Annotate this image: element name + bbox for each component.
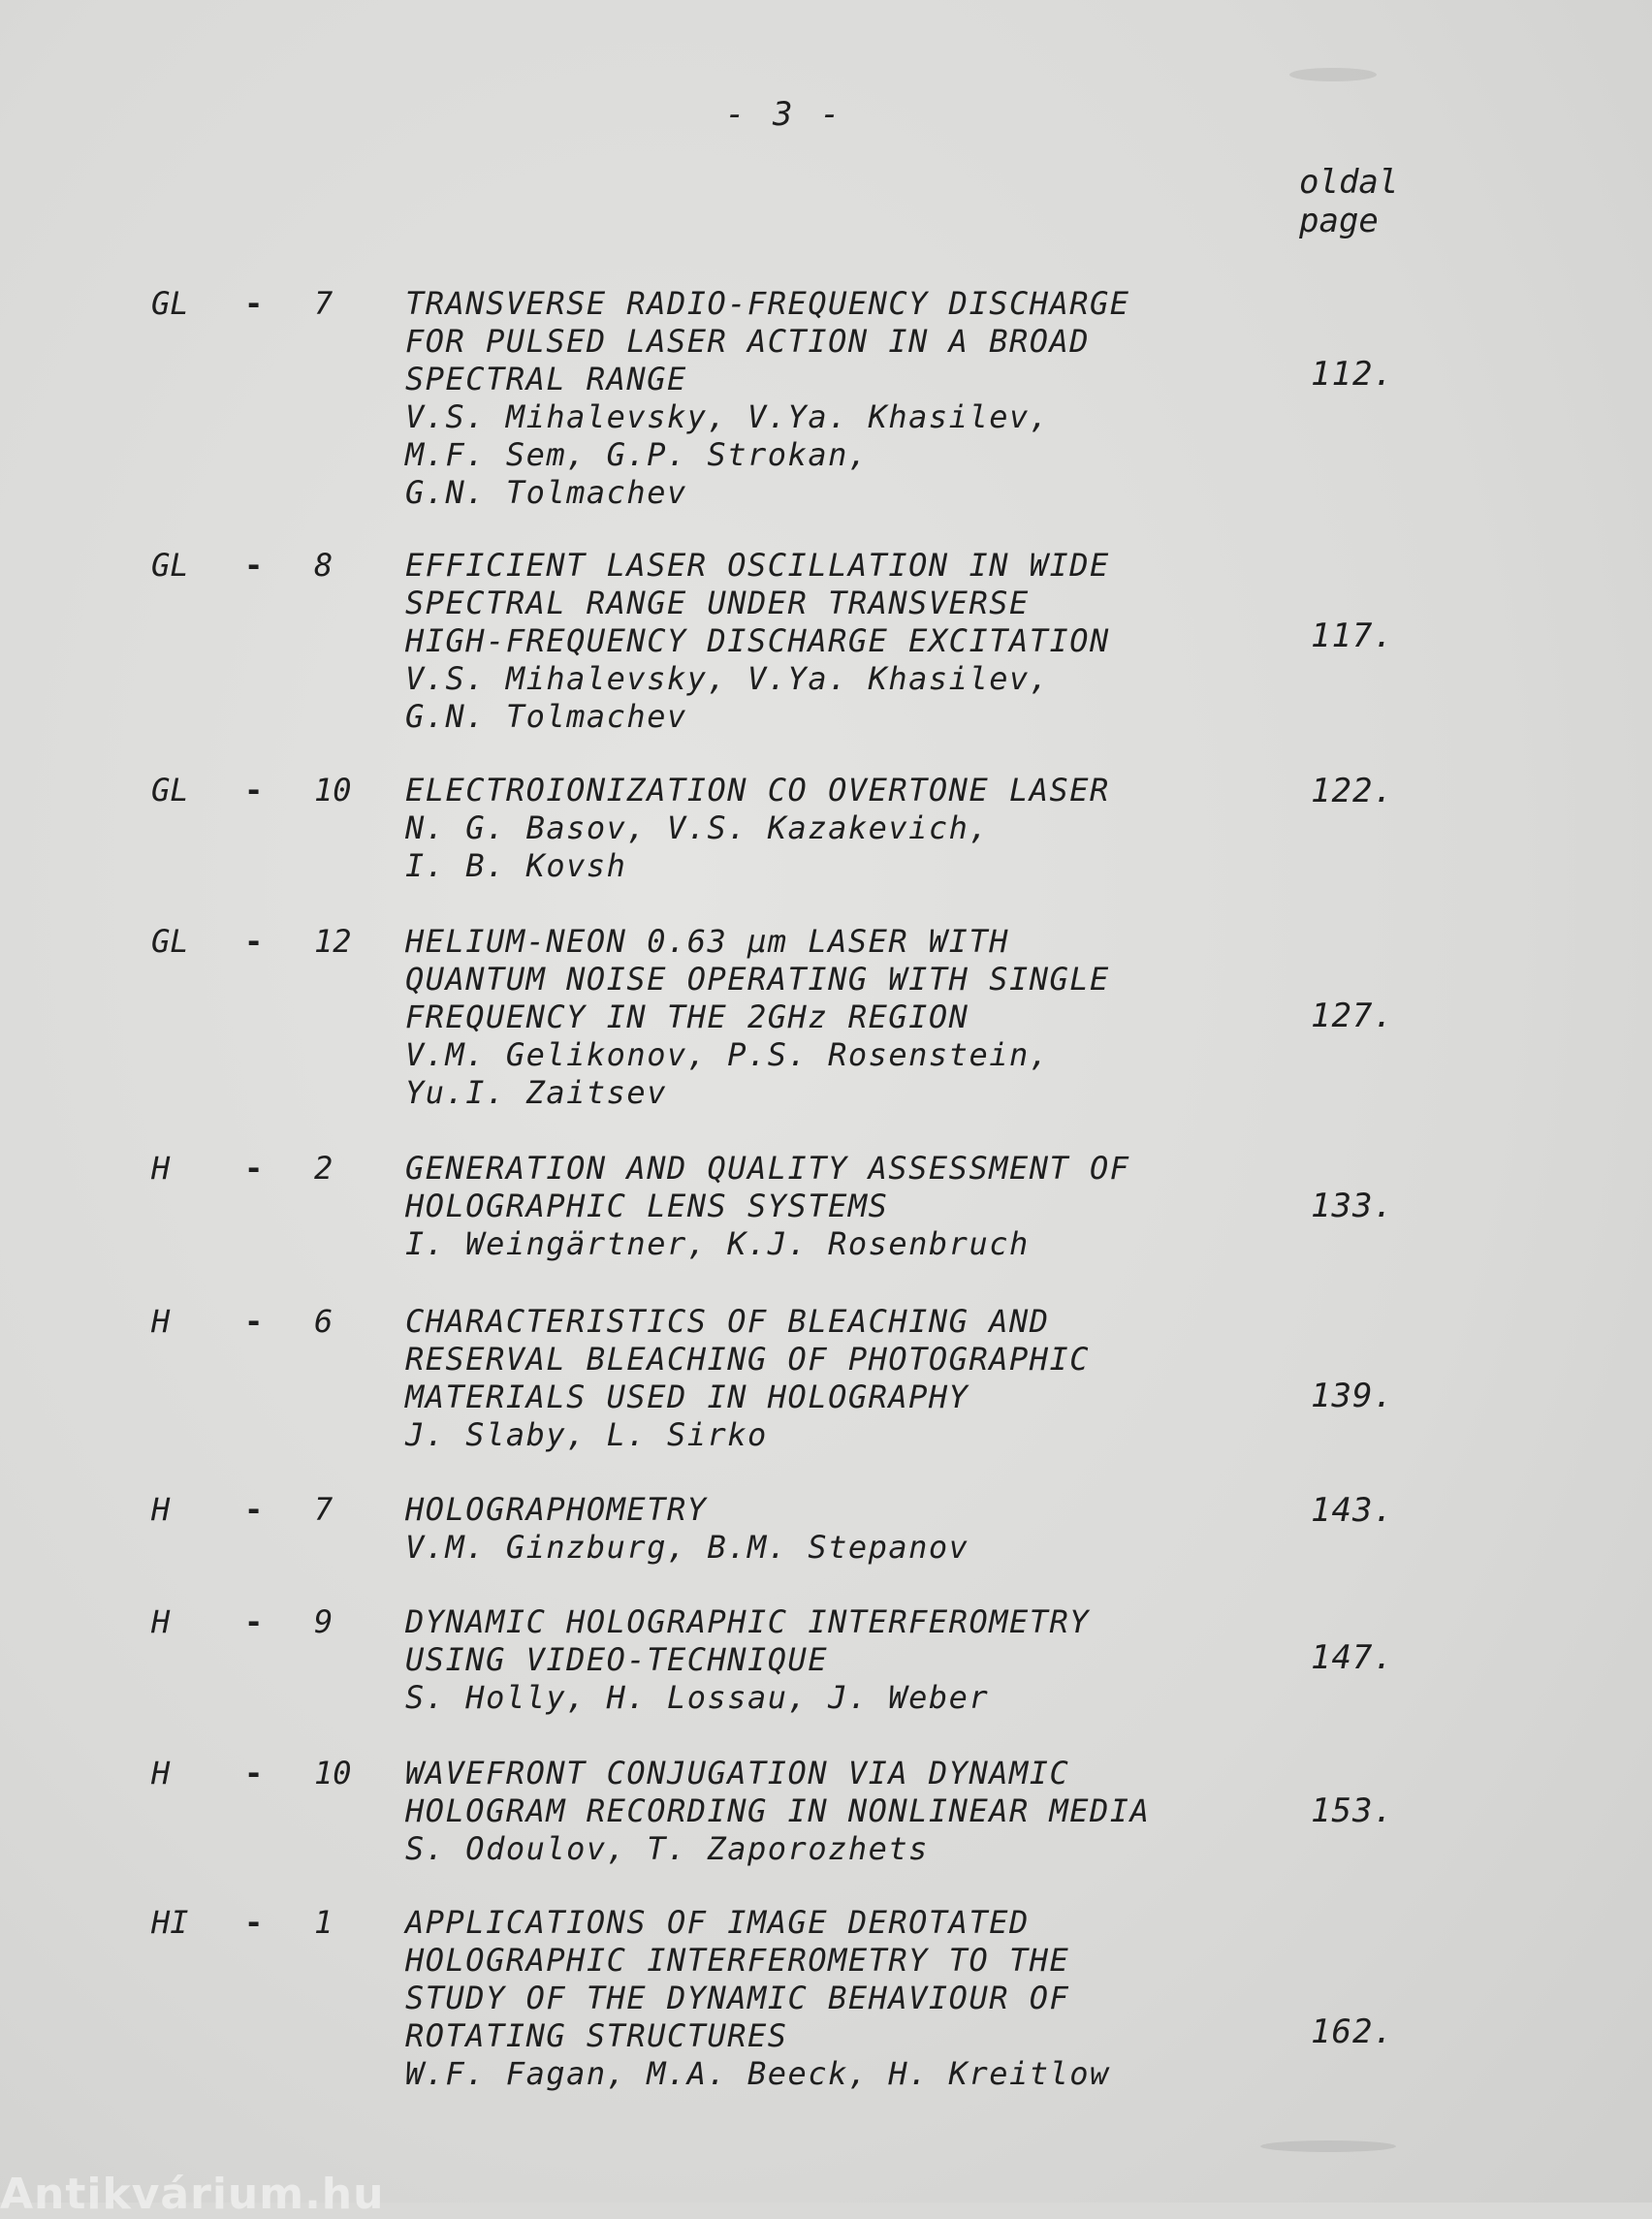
entry-dash: - [244,547,264,584]
entry-dash: - [244,1303,264,1340]
entry-body [405,923,1278,1112]
entry-author-line: G.N. Tolmachev [405,698,687,735]
entry-body [405,772,1278,885]
entry-title-line: MATERIALS USED IN HOLOGRAPHY [405,1379,969,1415]
entry-body [405,547,1278,736]
entry-dash: - [244,285,264,322]
entry-title-line: TRANSVERSE RADIO-FREQUENCY DISCHARGE [405,285,1130,322]
entry-code: GL [151,547,189,584]
entry-title-line: ELECTROIONIZATION CO OVERTONE LASER [405,772,1110,808]
entry-title-line: STUDY OF THE DYNAMIC BEHAVIOUR OF [405,1980,1070,2016]
entry-code: H [151,1603,171,1640]
entry-code: GL [151,923,189,960]
entry-body [405,1904,1278,2093]
entry-body [405,1303,1278,1454]
entry-body [405,1491,1278,1567]
entry-title-line: ROTATING STRUCTURES [405,2017,788,2054]
watermark: Antikvárium.hu [0,2170,385,2219]
entry-page-number: 162. [1311,2013,1394,2051]
entry-title-line: HOLOGRAM RECORDING IN NONLINEAR MEDIA [405,1792,1151,1829]
entry-code: H [151,1150,171,1187]
entry-title-line: QUANTUM NOISE OPERATING WITH SINGLE [405,961,1110,998]
entry-number: 6 [314,1303,334,1340]
entry-author-line: G.N. Tolmachev [405,474,687,511]
entry-code: GL [151,772,189,808]
entry-page-number: 133. [1311,1187,1394,1225]
entry-title-line: SPECTRAL RANGE [405,361,687,397]
entry-number: 9 [314,1603,334,1640]
page-number: - 3 - [725,95,844,134]
entry-title-line: RESERVAL BLEACHING OF PHOTOGRAPHIC [405,1341,1091,1378]
entry-number: 2 [314,1150,334,1187]
entry-title-line: EFFICIENT LASER OSCILLATION IN WIDE [405,547,1110,584]
entry-title-line: WAVEFRONT CONJUGATION VIA DYNAMIC [405,1755,1070,1791]
entry-code: H [151,1755,171,1791]
entry-number: 10 [314,1755,352,1791]
entry-code: H [151,1491,171,1528]
entry-author-line: I. Weingärtner, K.J. Rosenbruch [405,1225,1030,1262]
entry-author-line: I. B. Kovsh [405,847,627,884]
entry-code: HI [151,1904,189,1941]
entry-dash: - [244,1904,264,1941]
entry-dash: - [244,1603,264,1640]
entry-author-line: V.S. Mihalevsky, V.Ya. Khasilev, [405,660,1050,697]
entry-author-line: J. Slaby, L. Sirko [405,1416,768,1453]
scan-smudge [1289,68,1377,81]
entry-title-line: FOR PULSED LASER ACTION IN A BROAD [405,323,1091,360]
entry-title-line: HELIUM-NEON 0.63 µm LASER WITH [405,923,1009,960]
entry-body [405,285,1278,512]
entry-page-number: 117. [1311,617,1394,655]
entry-number: 1 [314,1904,334,1941]
entry-title-line: DYNAMIC HOLOGRAPHIC INTERFEROMETRY [405,1603,1091,1640]
entry-title-line: SPECTRAL RANGE UNDER TRANSVERSE [405,585,1030,621]
entry-body [405,1755,1278,1868]
entry-page-number: 122. [1311,772,1394,810]
entry-dash: - [244,1150,264,1187]
entry-page-number: 127. [1311,997,1394,1035]
entry-author-line: V.M. Gelikonov, P.S. Rosenstein, [405,1036,1050,1073]
header-oldal: oldal [1299,163,1399,202]
entry-code: H [151,1303,171,1340]
entry-title-line: HOLOGRAPHIC INTERFEROMETRY TO THE [405,1942,1070,1979]
entry-title-line: GENERATION AND QUALITY ASSESSMENT OF [405,1150,1130,1187]
entry-number: 10 [314,772,352,808]
entry-number: 7 [314,285,334,322]
entry-author-line: N. G. Basov, V.S. Kazakevich, [405,809,990,846]
entry-body [405,1150,1278,1263]
entry-author-line: V.S. Mihalevsky, V.Ya. Khasilev, [405,398,1050,435]
entry-title-line: CHARACTERISTICS OF BLEACHING AND [405,1303,1050,1340]
entry-author-line: V.M. Ginzburg, B.M. Stepanov [405,1529,969,1566]
entry-number: 7 [314,1491,334,1528]
entry-dash: - [244,1755,264,1791]
entry-title-line: HOLOGRAPHOMETRY [405,1491,708,1528]
entry-page-number: 143. [1311,1491,1394,1530]
header-page: page [1299,202,1379,240]
entry-title-line: FREQUENCY IN THE 2GHz REGION [405,999,969,1035]
entry-number: 8 [314,547,334,584]
entry-page-number: 112. [1311,355,1394,394]
entry-title-line: HOLOGRAPHIC LENS SYSTEMS [405,1188,889,1224]
entry-body [405,1603,1278,1717]
entry-title-line: APPLICATIONS OF IMAGE DEROTATED [405,1904,1030,1941]
entry-dash: - [244,772,264,808]
entry-author-line: M.F. Sem, G.P. Strokan, [405,436,869,473]
page-column-header [1299,163,1398,240]
scan-smudge [1260,2140,1396,2152]
entry-title-line: HIGH-FREQUENCY DISCHARGE EXCITATION [405,622,1110,659]
entry-dash: - [244,923,264,960]
entry-author-line: W.F. Fagan, M.A. Beeck, H. Kreitlow [405,2055,1110,2092]
entry-dash: - [244,1491,264,1528]
entry-author-line: S. Odoulov, T. Zaporozhets [405,1830,929,1867]
entry-number: 12 [314,923,352,960]
entry-title-line: USING VIDEO-TECHNIQUE [405,1641,829,1678]
entry-author-line: S. Holly, H. Lossau, J. Weber [405,1679,990,1716]
entry-page-number: 139. [1311,1377,1394,1415]
entry-code: GL [151,285,189,322]
entry-page-number: 153. [1311,1791,1394,1830]
entry-page-number: 147. [1311,1638,1394,1677]
entry-author-line: Yu.I. Zaitsev [405,1074,667,1111]
